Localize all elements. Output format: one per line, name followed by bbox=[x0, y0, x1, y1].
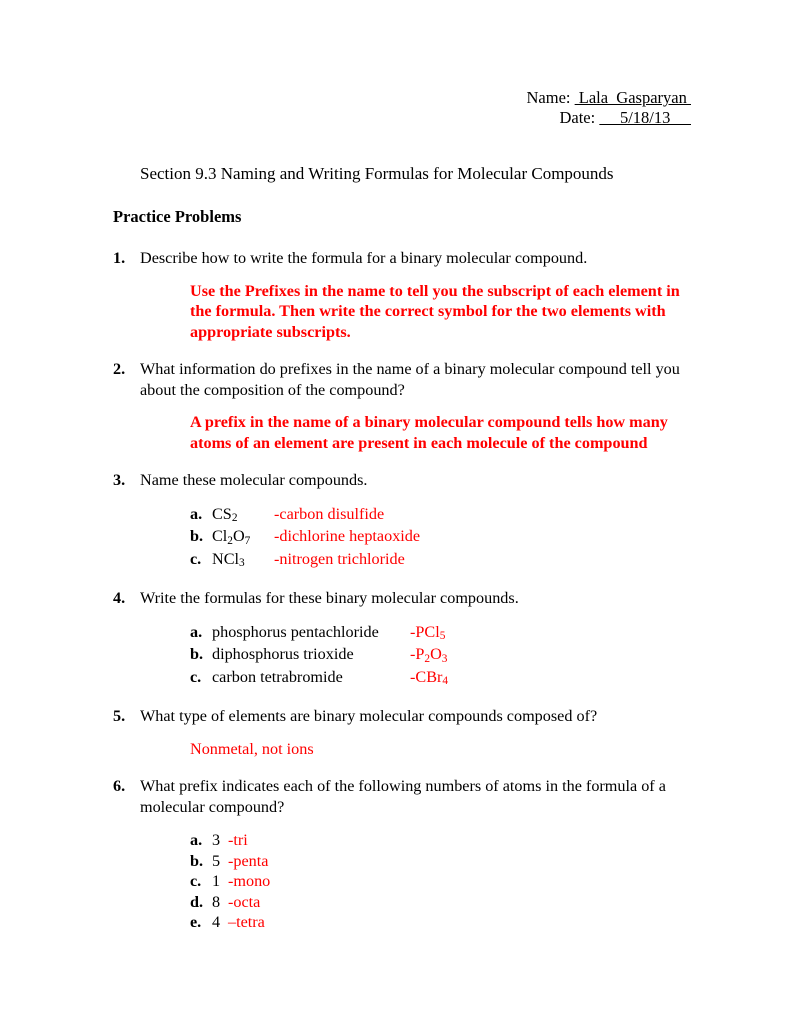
item-letter: c. bbox=[190, 872, 202, 890]
item-letter: b. bbox=[190, 527, 204, 545]
item-compound-name: phosphorus pentachloride bbox=[212, 622, 379, 641]
formula-main: NCl bbox=[212, 549, 239, 568]
formula-tail: O bbox=[430, 645, 442, 663]
section-heading: Practice Problems bbox=[113, 207, 242, 226]
question-4-number: 4. bbox=[113, 589, 126, 607]
item-number-value: 8 bbox=[212, 892, 221, 911]
question-3-text: Name these molecular compounds. bbox=[140, 471, 368, 489]
list-item bbox=[190, 549, 693, 572]
formula-subscript: 2 bbox=[227, 534, 233, 547]
item-answer: -penta bbox=[228, 851, 269, 870]
answer-1: Use the Prefixes in the name to tell you the subscript of each element in the formula. Then write the correct symbol for the two elements with appropriate subscripts. bbox=[190, 281, 680, 341]
item-compound-name: diphosphorus trioxide bbox=[212, 645, 354, 663]
item-compound-name: carbon tetrabromide bbox=[212, 667, 343, 686]
question-4-text: Write the formulas for these binary molecular compounds. bbox=[140, 589, 519, 607]
name-label: Name: bbox=[526, 88, 575, 107]
question-3-number: 3. bbox=[113, 471, 126, 489]
formula-subscript: 3 bbox=[239, 557, 245, 570]
formula-main: CS bbox=[212, 504, 232, 523]
date-label: Date: bbox=[559, 108, 600, 127]
list-item bbox=[190, 504, 693, 527]
list-item bbox=[190, 622, 693, 645]
question-6-text: What prefix indicates each of the following numbers of atoms in the formula of a molecular compound? bbox=[140, 777, 666, 816]
formula-main: -PCl bbox=[410, 622, 440, 641]
name-value: Lala Gasparyan bbox=[574, 88, 691, 107]
item-letter: a. bbox=[190, 831, 203, 849]
item-letter: c. bbox=[190, 549, 202, 568]
date-value: 5/18/13 bbox=[599, 108, 691, 127]
question-5 bbox=[113, 706, 693, 759]
item-letter: c. bbox=[190, 667, 202, 686]
formula-subscript-2: 3 bbox=[441, 652, 448, 665]
question-3-items bbox=[190, 504, 693, 572]
item-number-value: 3 bbox=[212, 831, 221, 849]
question-2-number: 2. bbox=[113, 360, 126, 378]
question-5-text: What type of elements are binary molecular compounds composed of? bbox=[140, 707, 598, 725]
answer-5: Nonmetal, not ions bbox=[190, 739, 314, 758]
list-item bbox=[190, 892, 693, 913]
list-item bbox=[190, 830, 693, 851]
item-number-value: 1 bbox=[212, 872, 221, 890]
formula-main: -P bbox=[410, 645, 425, 663]
list-item bbox=[190, 851, 693, 872]
question-4 bbox=[113, 588, 693, 689]
formula-subscript: 5 bbox=[439, 630, 446, 643]
formula-subscript: 2 bbox=[424, 652, 431, 665]
practice-problems-body bbox=[113, 248, 693, 933]
formula-subscript-2: 7 bbox=[244, 534, 251, 547]
date-line bbox=[527, 108, 691, 128]
formula-main: -CBr bbox=[410, 667, 443, 686]
question-5-number: 5. bbox=[113, 707, 126, 725]
item-letter: d. bbox=[190, 892, 204, 911]
item-answer: –tetra bbox=[228, 913, 265, 931]
item-answer-formula bbox=[410, 667, 448, 690]
item-answer: -mono bbox=[228, 872, 271, 890]
list-item bbox=[190, 871, 693, 892]
item-formula bbox=[212, 549, 274, 572]
question-6-number: 6. bbox=[113, 777, 126, 795]
formula-subscript: 2 bbox=[231, 512, 238, 525]
item-letter: b. bbox=[190, 851, 204, 870]
formula-tail: O bbox=[232, 527, 245, 545]
item-formula bbox=[212, 526, 274, 549]
item-number-value: 5 bbox=[212, 851, 221, 870]
question-1-text: Describe how to write the formula for a binary molecular compound. bbox=[140, 249, 588, 267]
answer-2: A prefix in the name of a binary molecular compound tells how many atoms of an element are present in each molecule of the compound bbox=[190, 413, 668, 452]
item-answer: -carbon disulfide bbox=[274, 504, 385, 523]
page-title: Section 9.3 Naming and Writing Formulas for Molecular Compounds bbox=[140, 164, 614, 183]
formula-main: Cl bbox=[212, 527, 228, 545]
item-formula bbox=[212, 504, 274, 527]
question-3 bbox=[113, 470, 693, 571]
item-letter: b. bbox=[190, 645, 204, 663]
item-answer-formula bbox=[410, 622, 445, 645]
list-item bbox=[190, 667, 693, 690]
question-2 bbox=[113, 359, 693, 453]
item-letter: e. bbox=[190, 913, 202, 931]
name-line bbox=[527, 88, 691, 108]
question-4-items bbox=[190, 622, 693, 690]
question-1 bbox=[113, 248, 693, 342]
item-number-value: 4 bbox=[212, 913, 221, 931]
item-letter: a. bbox=[190, 504, 203, 523]
item-answer-formula bbox=[410, 644, 447, 667]
question-6-items bbox=[190, 830, 693, 933]
item-answer: -octa bbox=[228, 892, 261, 911]
question-6 bbox=[113, 776, 693, 933]
list-item bbox=[190, 912, 693, 933]
item-answer: -nitrogen trichloride bbox=[274, 549, 405, 568]
question-2-text: What information do prefixes in the name of a binary molecular compound tell you about the composition of the compound? bbox=[140, 360, 680, 399]
item-answer: -tri bbox=[228, 831, 248, 849]
list-item bbox=[190, 644, 693, 667]
formula-subscript: 4 bbox=[442, 675, 449, 688]
question-1-number: 1. bbox=[113, 249, 126, 267]
student-header bbox=[527, 88, 691, 128]
list-item bbox=[190, 526, 693, 549]
item-letter: a. bbox=[190, 622, 203, 641]
item-answer: -dichlorine heptaoxide bbox=[274, 527, 421, 545]
